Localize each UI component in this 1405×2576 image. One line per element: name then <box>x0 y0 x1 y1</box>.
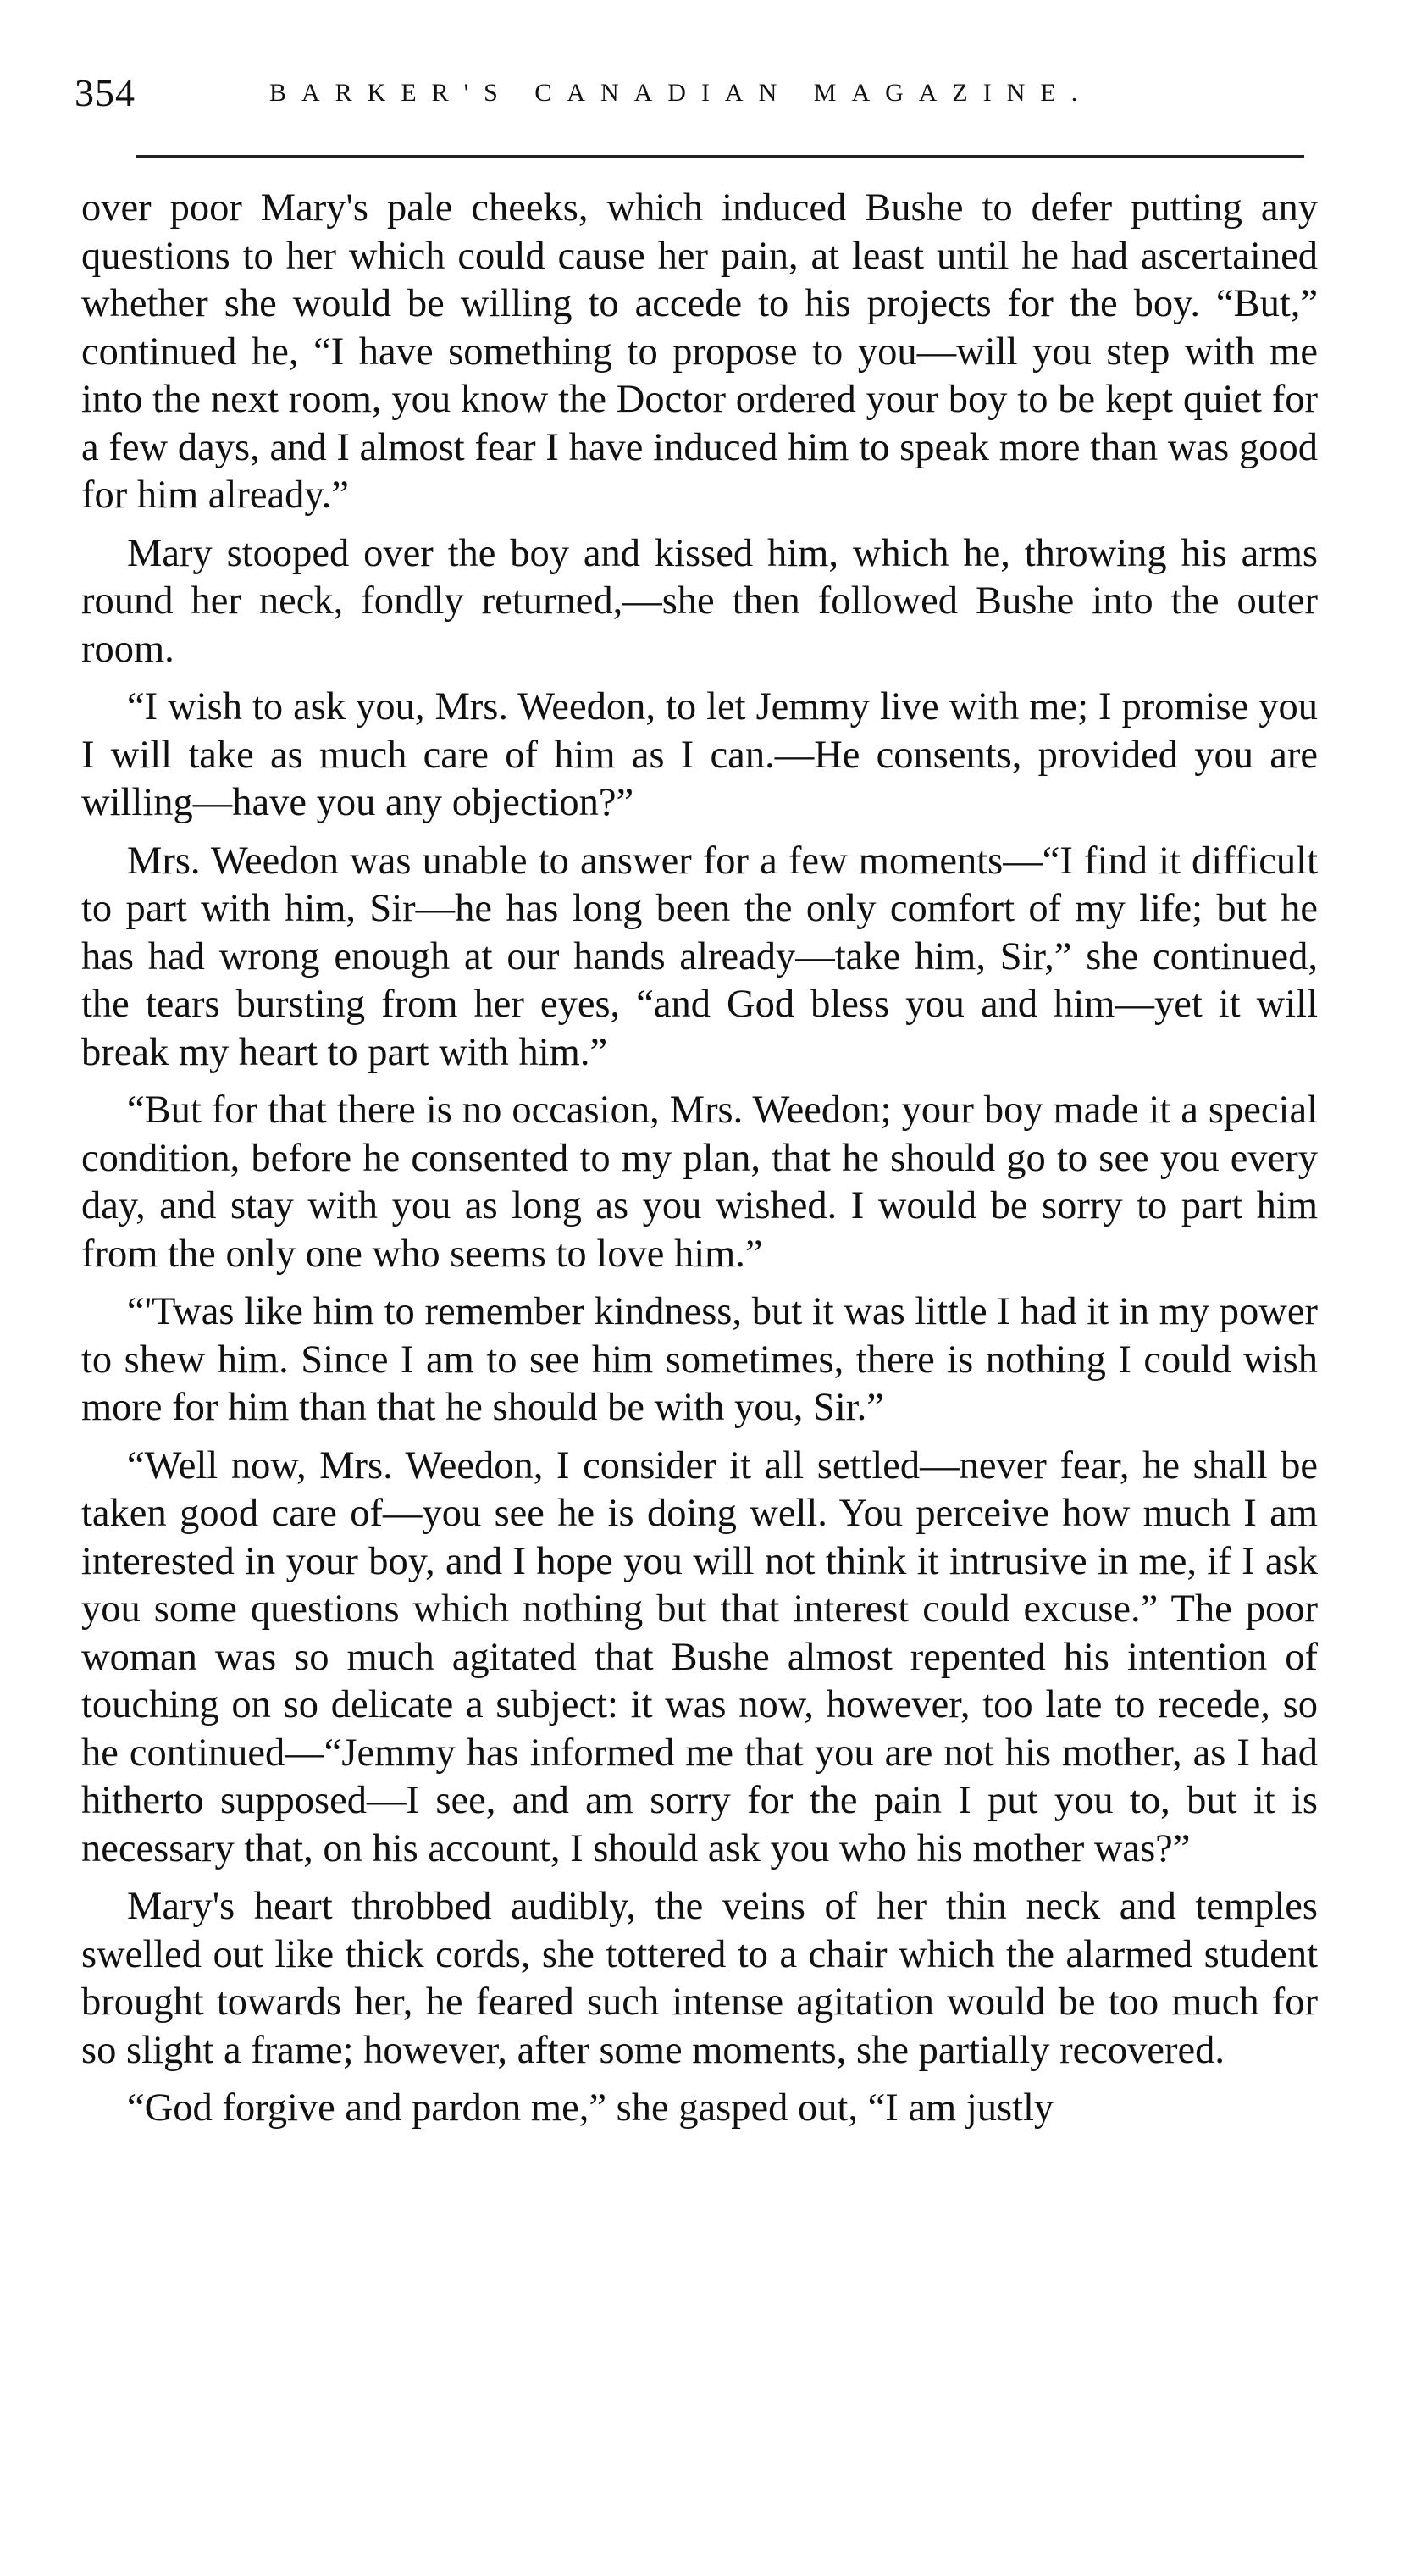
paragraph: Mary's heart throbbed audibly, the veins of her thin neck and temples swelled out like thick cords, she tottered to a chair which the alarmed student brought towards her, he feared such intense agitation would be too much for so slight a frame; however, after some moments, she partially recovered. <box>81 1885 1318 2072</box>
paragraph: “God forgive and pardon me,” she gasped out, “I am justly <box>127 2086 1054 2130</box>
paragraph: “Well now, Mrs. Weedon, I consider it all settled—never fear, he shall be taken good care of—you see he is doing well. You perceive how much I am interested in your boy, and I hope you will not think it intrusive in me, if I ask you some questions which nothing but that interest could excuse.” The poor woman was so much agitated that Bushe almost repented his intention of touching on so delicate a subject: it was now, however, too late to recede, so he continued—“Jemmy has informed me that you are not his mother, as I had hitherto supposed—I see, and am sorry for the pain I put you to, but it is necessary that, on his account, I should ask you who his mother was?” <box>81 1443 1318 1870</box>
running-title: BARKER'S CANADIAN MAGAZINE. <box>269 79 1093 107</box>
page-header <box>75 68 1328 127</box>
paragraph: “I wish to ask you, Mrs. Weedon, to let Jemmy live with me; I promise you I will take as much care of him as I can.—He consents, provided you are willing—have you any objection?” <box>81 685 1318 824</box>
page-number: 354 <box>75 71 136 114</box>
paragraph: “'Twas like him to remember kindness, but it was little I had it in my power to shew him. Since I am to see him sometimes, there is nothing I could wish more for him than that he should be with you, Sir.” <box>81 1290 1318 1429</box>
paragraph: over poor Mary's pale cheeks, which induced Bushe to defer putting any questions to her which could cause her pain, at least until he had ascertained whether she would be willing to accede to his projects for the boy. “But,” continued he, “I have something to propose to you—will you step with me into the next room, you know the Doctor ordered your boy to be kept quiet for a few days, and I almost fear I have induced him to speak more than was good for him already.” <box>81 186 1318 517</box>
body-text <box>81 185 1318 2143</box>
paragraph: Mary stooped over the boy and kissed him, which he, throwing his arms round her neck, fondly returned,—she then followed Bushe into the outer room. <box>81 531 1318 671</box>
paragraph: “But for that there is no occasion, Mrs. Weedon; your boy made it a special condition, before he consented to my plan, that he should go to see you every day, and stay with you as long as you wished. I would be sorry to part him from the only one who seems to love him.” <box>81 1089 1318 1276</box>
header-rule <box>136 155 1304 158</box>
paragraph: Mrs. Weedon was unable to answer for a few moments—“I find it difficult to part with him, Sir—he has long been the only comfort of my life; but he has had wrong enough at our hands already—take him, Sir,” she continued, the tears bursting from her eyes, “and God bless you and him—yet it will break my heart to part with him.” <box>81 839 1318 1074</box>
